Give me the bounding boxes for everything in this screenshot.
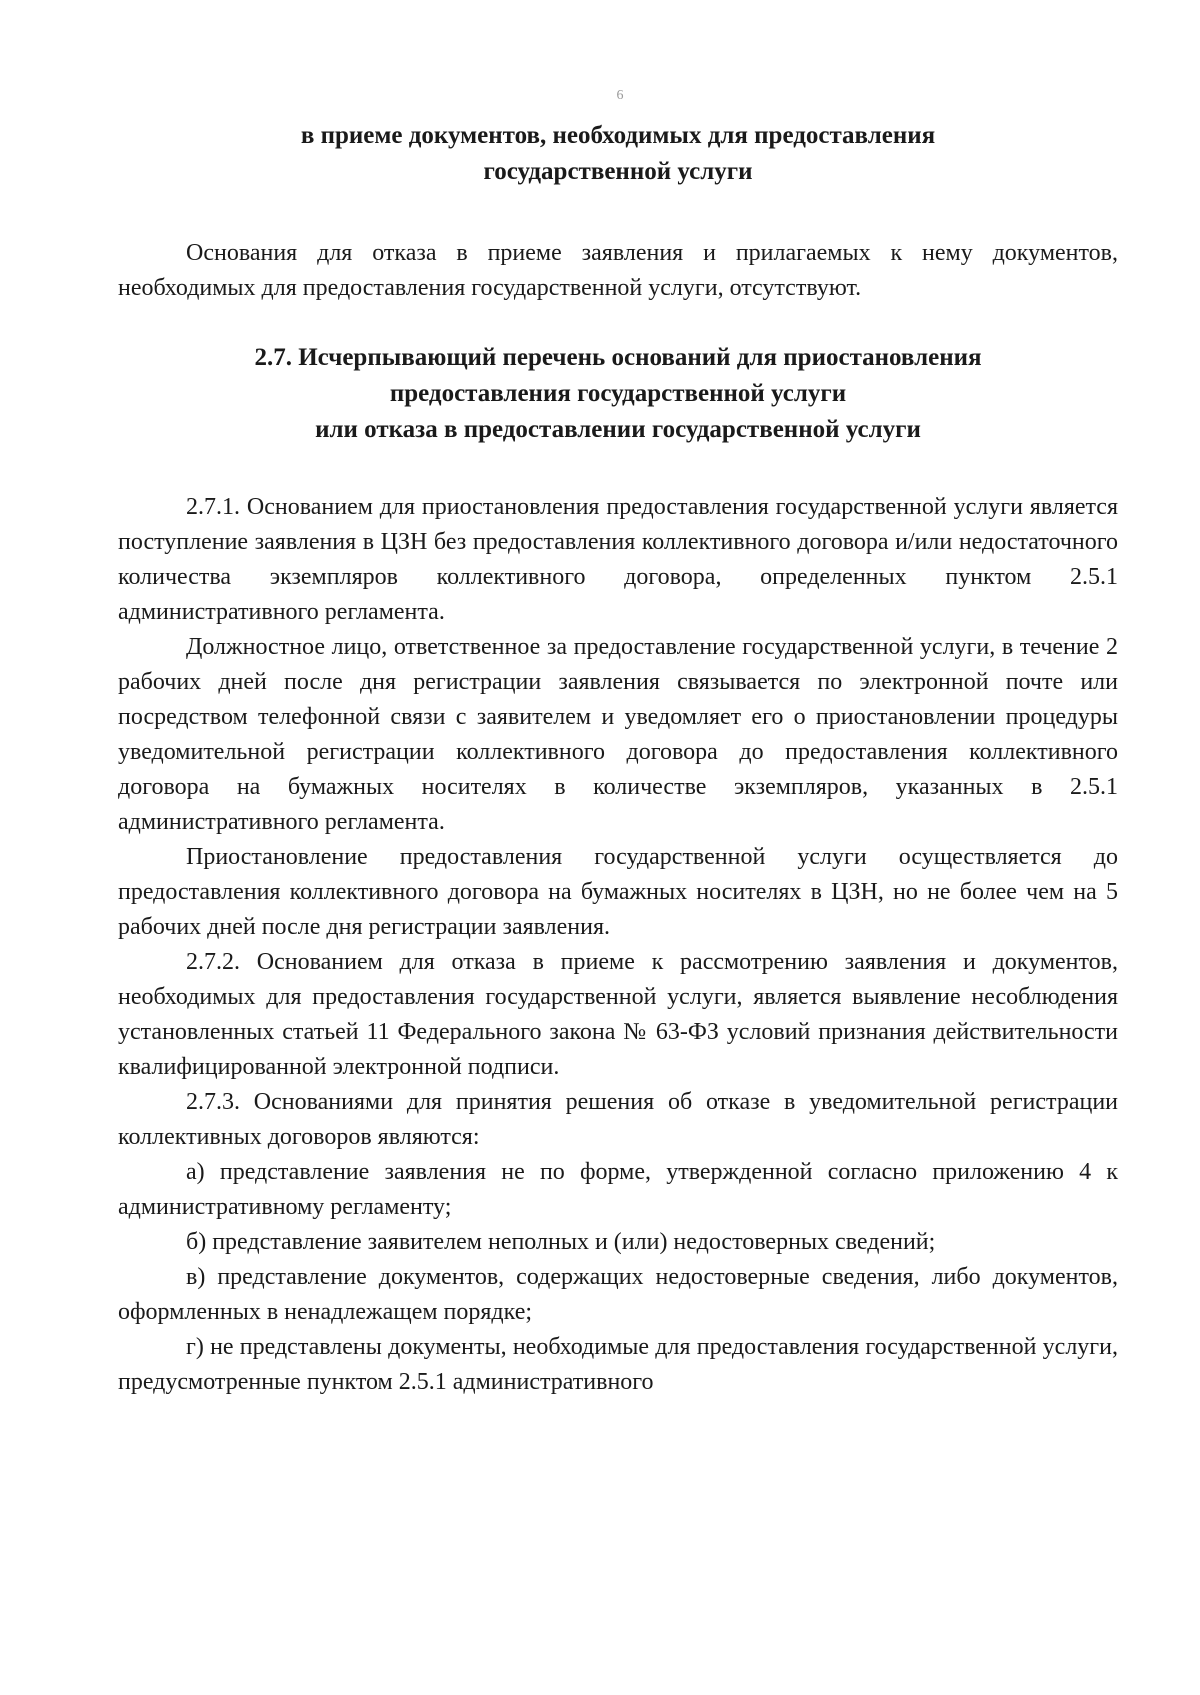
paragraph-2-7-1: 2.7.1. Основанием для приостановления предоставления государственной услуги является поступление заявления в ЦЗН без предоставления коллективного договора и/или недостаточного количества экземпляров коллективного договора, определенных пунктом 2.5.1 административного регламента.: [118, 494, 1118, 625]
list-item-g: г) не представлены документы, необходимые для предоставления государственной услуги, предусмотренные пунктом 2.5.1 административного: [118, 1334, 1118, 1395]
heading-line: 2.7. Исчерпывающий перечень оснований для приостановления: [254, 344, 982, 371]
section-heading-2-7: [118, 340, 1118, 448]
list-item-a: а) представление заявления не по форме, утвержденной согласно приложению 4 к административному регламенту;: [118, 1159, 1118, 1220]
heading-line: предоставления государственной услуги: [389, 380, 847, 407]
paragraph-suspension-term: Приостановление предоставления государственной услуги осуществляется до предоставления коллективного договора на бумажных носителях в ЦЗН, но не более чем на 5 рабочих дней после дня регистрации заявления.: [118, 844, 1118, 940]
list-item-v: в) представление документов, содержащих недостоверные сведения, либо документов, оформленных в ненадлежащем порядке;: [118, 1264, 1118, 1325]
section-heading-continued: [118, 118, 1118, 190]
paragraph-official-notice: Должностное лицо, ответственное за предоставление государственной услуги, в течение 2 рабочих дней после дня регистрации заявления связывается по электронной почте или посредством телефонной связи с заявителем и уведомляет его о приостановлении процедуры уведомительной регистрации коллективного договора до предоставления коллективного договора на бумажных носителях в количестве экземпляров, указанных в 2.5.1 административного регламента.: [118, 634, 1118, 835]
paragraph-refusal-grounds: Основания для отказа в приеме заявления и прилагаемых к нему документов, необходимых для предоставления государственной услуги, отсутствуют.: [118, 240, 1118, 301]
spacer: [118, 190, 1118, 236]
heading-line: или отказа в предоставлении государственной услуги: [315, 416, 921, 443]
paragraph-2-7-3: 2.7.3. Основаниями для принятия решения об отказе в уведомительной регистрации коллективных договоров являются:: [118, 1089, 1118, 1150]
heading-line: государственной услуги: [483, 158, 753, 185]
list-item-b: б) представление заявителем неполных и (или) недостоверных сведений;: [186, 1229, 936, 1255]
heading-line: в приеме документов, необходимых для предоставления: [300, 122, 936, 149]
spacer: [118, 306, 1118, 340]
page-number: 6: [616, 88, 624, 103]
document-body: [118, 118, 1118, 1400]
spacer: [118, 448, 1118, 490]
paragraph-2-7-2: 2.7.2. Основанием для отказа в приеме к рассмотрению заявления и документов, необходимых для предоставления государственной услуги, является выявление несоблюдения установленных статьей 11 Федерального закона № 63-ФЗ условий признания действительности квалифицированной электронной подписи.: [118, 949, 1118, 1080]
